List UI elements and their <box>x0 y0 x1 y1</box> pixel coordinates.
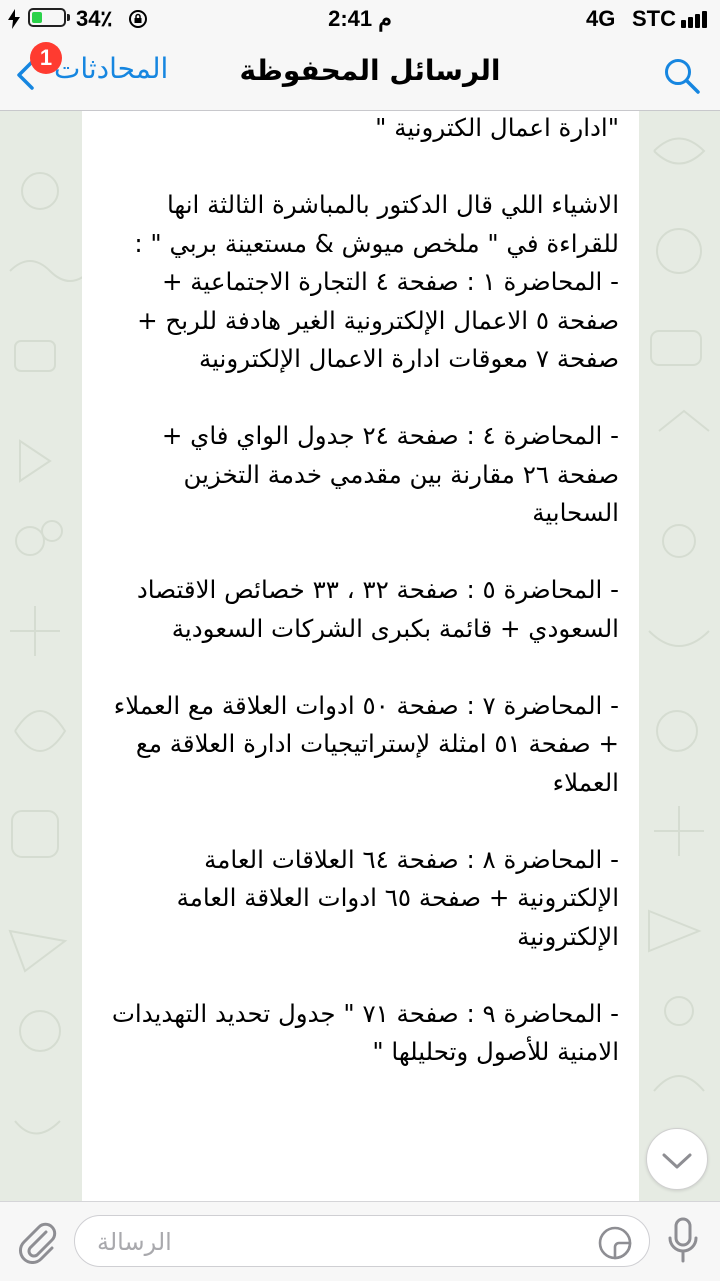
clock: 2:41 م <box>328 6 392 31</box>
doodle-pattern-right <box>639 111 720 1201</box>
back-to-chats-button[interactable] <box>6 45 196 98</box>
input-bar <box>0 1201 720 1281</box>
message-input-box <box>74 1215 650 1267</box>
sticker-icon[interactable] <box>597 1225 633 1261</box>
search-icon[interactable] <box>662 56 702 96</box>
chevron-down-icon <box>647 1129 707 1189</box>
page-title: الرسائل المحفوظة <box>239 54 501 87</box>
network-type: 4G <box>586 6 616 31</box>
message-text: "ادارة اعمال الكترونية " الاشياء اللي قال الدكتور بالمباشرة الثالثة انها للقراءة في " ملخص ميوش & مستعينة بربي " : - المحاضرة ١ : صفحة ٤ التجارة الاجتماعية + صفحة ٥ الاعمال الإلكترونية الغير هادفة للربح + صفحة ٧ معوقات ادارة الاعمال الإلكترونية - المحاضرة ٤ : صفحة ٢٤ جدول الواي فاي + صفحة ٢٦ مقارنة بين مقدمي خدمة التخزين السحابية - المحاضرة ٥ : صفحة ٣٢ ، ٣٣ خصائص الاقتصاد السعودي + قائمة بكبرى الشركات السعودية - المحاضرة ٧ : صفحة ٥٠ ادوات العلاقة مع العملاء + صفحة ٥١ امثلة لإستراتيجيات ادارة العلاقة مع العملاء - المحاضرة ٨ : صفحة ٦٤ العلاقات العامة الإلكترونية + صفحة ٦٥ ادوات العلاقة العامة الإلكترونية - المحاضرة ٩ : صفحة ٧١ " جدول تحديد التهديدات الامنية للأصول وتحليلها " <box>111 113 619 1066</box>
message-input[interactable] <box>95 1222 579 1262</box>
scroll-down-button[interactable] <box>646 1128 708 1190</box>
carrier-name: STC <box>632 6 676 31</box>
signal-icon <box>681 10 711 28</box>
navigation-bar <box>0 38 720 111</box>
microphone-icon[interactable] <box>666 1216 700 1266</box>
back-label: المحادثات <box>54 52 169 85</box>
message-bubble[interactable] <box>82 111 639 1201</box>
unread-badge: 1 <box>30 42 62 74</box>
battery-percent: 34٪ <box>76 6 113 31</box>
paperclip-icon[interactable] <box>14 1218 60 1264</box>
chat-area[interactable] <box>0 111 720 1201</box>
doodle-pattern <box>0 111 82 1201</box>
status-bar <box>0 0 720 38</box>
